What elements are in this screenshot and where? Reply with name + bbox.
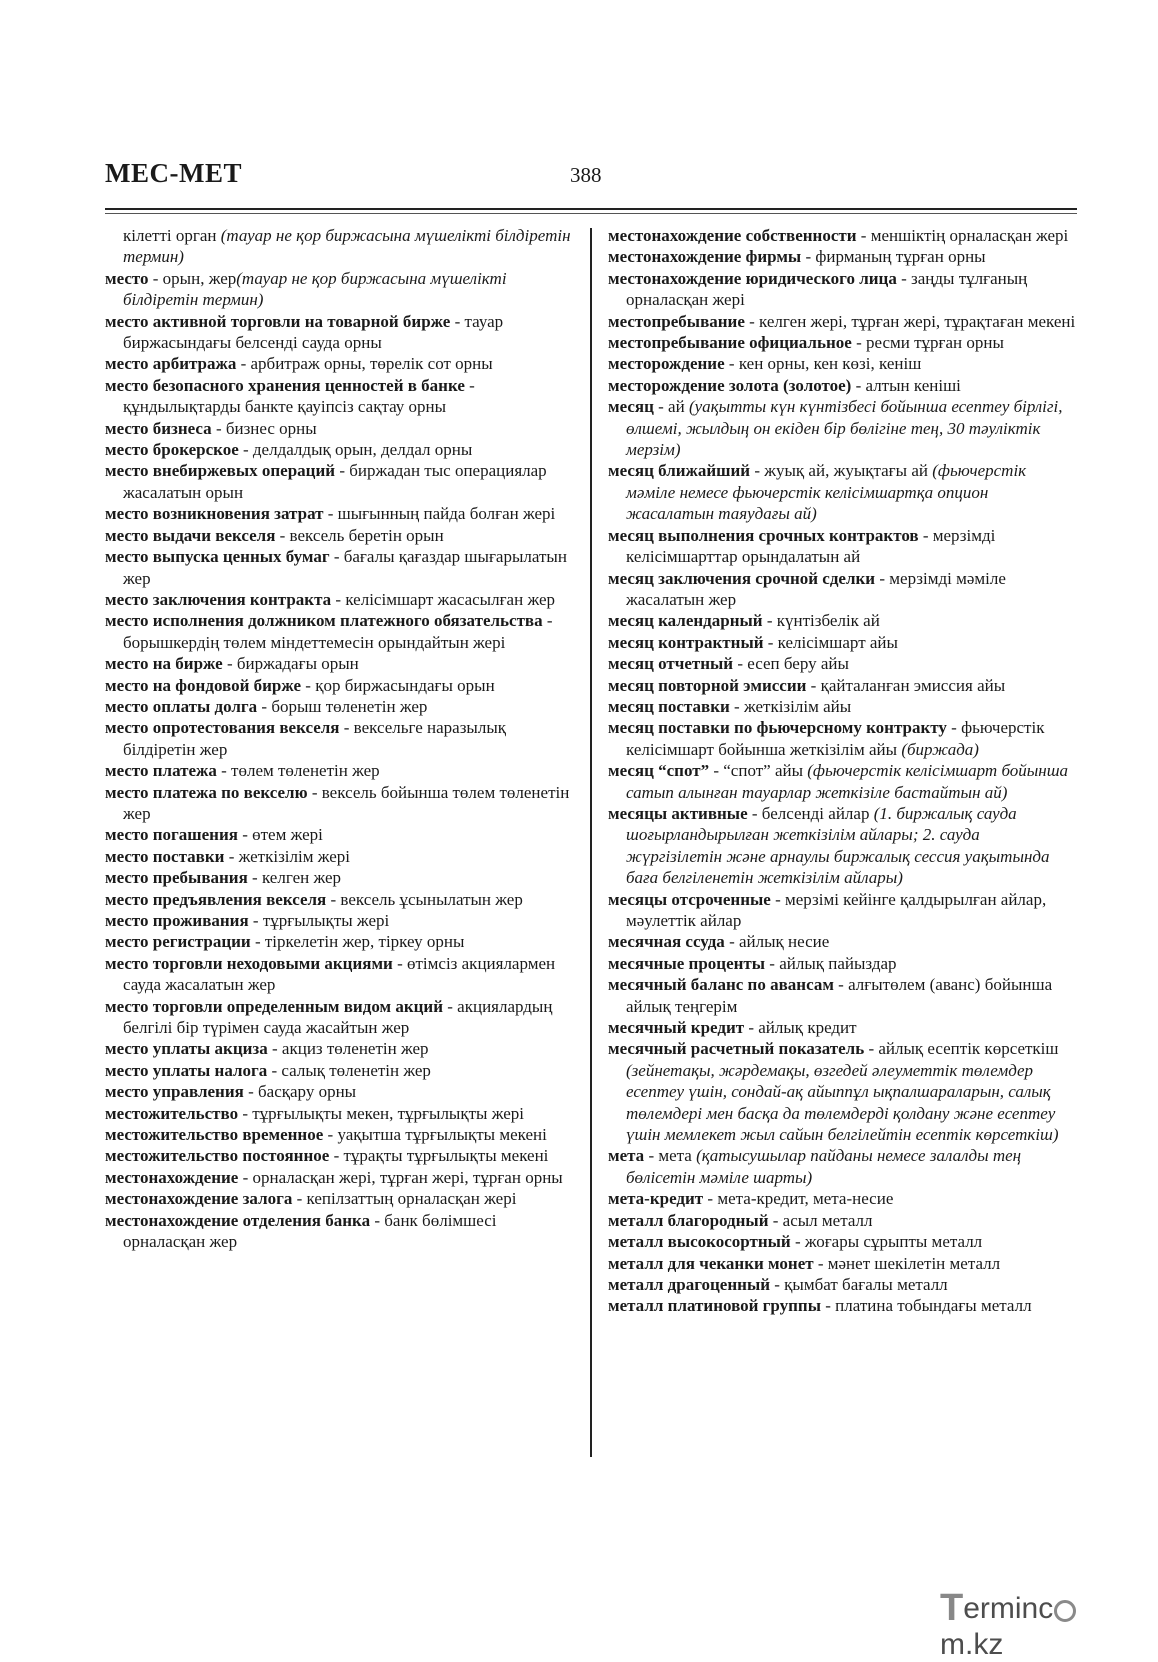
entry-note: (тауар не қор биржасына мүшелікті білдіретін термин): [123, 226, 571, 267]
entry-translation: - келісімшарт айы: [763, 632, 898, 652]
entry-term: место выдачи векселя: [105, 525, 276, 545]
dictionary-entry: [608, 803, 1078, 889]
entry-translation: - мерзімді келісімшарттар орындалатын ай: [626, 525, 996, 567]
dictionary-entry: [608, 353, 1078, 374]
entry-note: (зейнетақы, жәрдемақы, өзгедей әлеуметтік төлемдер есептеу үшін, сондай-ақ айыппұл ықпалшараларын, салық төлемдері мен басқа да төлемдерді қолдану және есептеу үшін мемлекет жыл сайын белгілейтін есептік көрсеткіш): [626, 1060, 1059, 1145]
entry-term: место безопасного хранения ценностей в банке: [105, 375, 465, 395]
entry-translation: - борышкердің төлем міндеттемесін орындайтын жері: [123, 611, 553, 652]
dictionary-entry: [608, 375, 1078, 396]
entry-translation: - платина тобындағы металл: [821, 1296, 1032, 1316]
entry-term: месячные проценты: [608, 953, 766, 973]
entry-note: (тауар не қор биржасына мүшелікті білдіретін термин): [123, 268, 507, 310]
dictionary-entry: [608, 889, 1078, 932]
entry-translation: - мета: [644, 1146, 697, 1166]
entry-term: место опротестования векселя: [105, 718, 340, 738]
entry-translation: - заңды тұлғаның орналасқан жері: [626, 268, 1028, 310]
dictionary-entry: [105, 846, 577, 867]
entry-translation: - қымбат бағалы металл: [770, 1274, 948, 1294]
entry-translation: - келген жері, тұрған жері, тұрақтаған мекені: [744, 311, 1076, 331]
dictionary-entry: [105, 610, 577, 653]
entry-term: место внебиржевых операций: [105, 461, 336, 481]
dictionary-entry: [608, 1145, 1078, 1188]
dictionary-entry: [105, 375, 577, 418]
entry-note: (уақытты күн күнтізбесі бойынша есептеу бірлігі, өлшемі, жылдың он екіден бір бөлігіне тең, 30 тәуліктік мерзім): [626, 397, 1063, 460]
entry-term: место уплаты налога: [105, 1060, 268, 1080]
dictionary-entry: [608, 1188, 1078, 1209]
entry-term: место проживания: [105, 911, 249, 930]
dictionary-entry: [105, 460, 577, 503]
entry-translation: - жуық ай, жуықтағы ай: [750, 461, 933, 481]
dictionary-entry: [608, 760, 1078, 803]
right-column: [608, 225, 1078, 1317]
dictionary-entry: [105, 760, 577, 781]
entry-term: мета-кредит: [608, 1189, 704, 1209]
entry-term: металл платиновой группы: [608, 1296, 821, 1316]
entry-term: месторождение: [608, 354, 725, 374]
entry-translation: - мәнет шекілетін металл: [813, 1253, 1001, 1273]
dictionary-entry: [105, 653, 577, 674]
entry-term: место возникновения затрат: [105, 504, 324, 524]
entry-translation: - бағалы қағаздар шығарылатын жер: [123, 547, 567, 588]
entry-translation: - белсенді айлар: [747, 803, 874, 823]
dictionary-entry: [608, 1274, 1078, 1295]
entry-translation: - өтімсіз акциялармен сауда жасалатын жер: [123, 953, 556, 995]
entry-note: (фьючерстік келісімшарт бойынша сатып алынған тауарлар жеткізіле бастайтын ай): [626, 761, 1069, 802]
dictionary-entry: [608, 1253, 1078, 1274]
entry-translation: - тұрғылықты мекен, тұрғылықты жері: [238, 1103, 525, 1123]
dictionary-entry: [105, 353, 577, 374]
entry-term: месячный баланс по авансам: [608, 975, 834, 995]
entry-translation: - тұрғылықты жері: [248, 911, 390, 930]
entry-note: (1. биржалық сауда шоғырландырылған жеткізілім айлары; 2. сауда жүргізілетін және арнаулы биржалық сессия уақытында баға белгіленетін жеткізілім айлары): [626, 803, 1050, 888]
entry-note: (фьючерстік мәміле немесе фьючерстік келісімшартқа опцион жасалатын таяудағы ай): [626, 461, 1027, 524]
entry-term: местожительство постоянное: [105, 1146, 330, 1166]
entry-translation: - басқару орны: [243, 1082, 357, 1102]
entry-translation: - келісімшарт жасасылған жер: [331, 589, 556, 609]
dictionary-entry: [608, 568, 1078, 611]
entry-term: месяц контрактный: [608, 632, 764, 652]
header-rule: [105, 208, 1077, 210]
entry-translation: - жеткізілім айы: [729, 696, 852, 716]
entry-translation: - қор биржасындағы орын: [301, 675, 495, 695]
entry-term: место арбитража: [105, 354, 237, 374]
dictionary-entry: [608, 1210, 1078, 1231]
entry-translation: - “спот” айы: [709, 761, 808, 781]
entry-translation: - тауар биржасындағы белсенді сауда орны: [123, 311, 504, 353]
entry-term: местонахождение залога: [105, 1189, 293, 1209]
entry-translation: - келген жер: [247, 868, 342, 888]
entry-translation: - акциз төленетін жер: [267, 1039, 429, 1059]
entry-term: металл для чеканки монет: [608, 1253, 814, 1273]
dictionary-entry: [105, 675, 577, 696]
entry-translation: - делдалдық орын, делдал орны: [238, 440, 473, 460]
dictionary-entry: [105, 931, 577, 952]
dictionary-entry: [608, 396, 1078, 460]
entry-translation: - мерзімді мәміле жасалатын жер: [626, 568, 1006, 609]
entry-term: место предъявления векселя: [105, 889, 327, 909]
entry-translation: - бизнес орны: [211, 418, 317, 438]
entry-term: месяцы активные: [608, 803, 748, 823]
dictionary-entry: [105, 1210, 577, 1253]
entry-term: местонахождение собственности: [608, 226, 857, 245]
dictionary-entry: [608, 632, 1078, 653]
entry-term: месяц поставки: [608, 696, 730, 716]
dictionary-entry: [105, 824, 577, 845]
entry-term: месячная ссуда: [608, 932, 725, 952]
entry-translation: - өтем жері: [237, 825, 323, 845]
page-title: МЕС-МЕТ: [105, 158, 242, 188]
dictionary-entry: [608, 268, 1078, 311]
entry-term: металл драгоценный: [608, 1274, 771, 1294]
dictionary-entry: [608, 1017, 1078, 1038]
dictionary-entry: [608, 717, 1078, 760]
entry-translation: - шығынның пайда болған жері: [323, 504, 556, 524]
entry-translation: - күнтізбелік ай: [762, 611, 880, 631]
entry-term: место торговли определенным видом акций: [105, 996, 443, 1016]
entry-note: (биржада): [901, 739, 979, 759]
entry-term: место регистрации: [105, 932, 251, 952]
entry-term: место на фондовой бирже: [105, 675, 302, 695]
dictionary-entry: [105, 696, 577, 717]
entry-translation: - салық төленетін жер: [267, 1060, 431, 1080]
entry-translation: - тұрақты тұрғылықты мекені: [329, 1146, 549, 1166]
dictionary-entry: [608, 225, 1078, 246]
entry-translation: - айлық кредит: [744, 1018, 857, 1038]
entry-term: место управления: [105, 1082, 244, 1102]
dictionary-entry: [105, 1060, 577, 1081]
entry-translation: кілетті орган: [123, 226, 217, 245]
entry-translation: - вексель бойынша төлем төленетін жер: [123, 782, 570, 823]
entry-term: месяцы отсроченные: [608, 889, 771, 909]
dictionary-entry: [105, 546, 577, 589]
entry-translation: - орналасқан жері, тұрған жері, тұрған орны: [238, 1167, 563, 1187]
dictionary-entry: [608, 610, 1078, 631]
entry-term: месторождение золота (золотое): [608, 375, 852, 395]
entry-translation: - қайталанған эмиссия айы: [806, 675, 1006, 695]
entry-translation: - құндылықтарды банкте қауіпсіз сақтау орны: [123, 375, 475, 417]
entry-translation: - мерзімі кейінге қалдырылған айлар, мәулеттік айлар: [626, 889, 1047, 930]
entry-term: месяц выполнения срочных контрактов: [608, 525, 919, 545]
entry-term: месяц: [608, 397, 654, 417]
entry-term: месяц календарный: [608, 611, 763, 631]
entry-translation: - борыш төленетін жер: [257, 696, 428, 716]
entry-term: место бизнеса: [105, 418, 212, 438]
dictionary-entry: [105, 1188, 577, 1209]
entry-term: место заключения контракта: [105, 589, 332, 609]
entry-translation: - ресми тұрған орны: [851, 333, 1004, 353]
dictionary-entry: [608, 1038, 1078, 1145]
header-rule-thin: [105, 213, 1077, 214]
dictionary-entry: [608, 675, 1078, 696]
dictionary-entry: [608, 332, 1078, 353]
entry-term: месяц “спот”: [608, 761, 710, 781]
dictionary-entry: [105, 503, 577, 524]
entry-term: местожительство временное: [105, 1125, 324, 1145]
watermark-logo: Termincm.kz: [940, 1585, 1140, 1625]
dictionary-entry: [105, 1038, 577, 1059]
dictionary-entry: [105, 439, 577, 460]
entry-term: местожительство: [105, 1103, 239, 1123]
entry-term: место: [105, 268, 149, 288]
entry-translation: - мета-кредит, мета-несие: [703, 1189, 894, 1209]
dictionary-entry: [105, 953, 577, 996]
entry-term: место пребывания: [105, 868, 248, 888]
dictionary-entry: [105, 1103, 577, 1124]
entry-translation: - алтын кеніші: [851, 375, 961, 395]
dictionary-entry: [608, 525, 1078, 568]
entry-term: место уплаты акциза: [105, 1039, 268, 1059]
entry-term: местопребывание: [608, 311, 745, 331]
dictionary-entry: [608, 246, 1078, 267]
dictionary-entry: [105, 418, 577, 439]
entry-term: место на бирже: [105, 654, 223, 674]
entry-term: место поставки: [105, 846, 225, 866]
dictionary-entry: [105, 1124, 577, 1145]
entry-term: месяц ближайший: [608, 461, 751, 481]
entry-translation: - есеп беру айы: [733, 654, 849, 674]
entry-translation: - вексельге наразылық білдіретін жер: [123, 718, 507, 759]
entry-term: месяц повторной эмиссии: [608, 675, 807, 695]
entry-translation: - айлық есептік көрсеткіш: [864, 1039, 1059, 1059]
dictionary-entry: [105, 910, 577, 931]
entry-translation: - төлем төленетін жер: [216, 761, 380, 781]
entry-term: местонахождение: [105, 1167, 239, 1187]
entry-term: месяц поставки по фьючерсному контракту: [608, 718, 947, 738]
dictionary-entry: [105, 225, 577, 268]
entry-translation: - биржадан тыс операциялар жасалатын орын: [123, 461, 547, 502]
entry-term: место платежа: [105, 761, 217, 781]
entry-translation: - орын, жер: [148, 268, 237, 288]
dictionary-entry: [608, 1295, 1078, 1316]
entry-translation: - уақытша тұрғылықты мекені: [323, 1125, 547, 1145]
entry-translation: - жоғары сұрыпты металл: [790, 1232, 983, 1252]
dictionary-entry: [105, 717, 577, 760]
entry-term: мета: [608, 1146, 645, 1166]
dictionary-entry: [608, 953, 1078, 974]
entry-translation: - жеткізілім жері: [224, 846, 351, 866]
entry-term: местонахождение юридического лица: [608, 268, 897, 288]
dictionary-entry: [105, 589, 577, 610]
dictionary-entry: [105, 525, 577, 546]
dictionary-entry: [105, 311, 577, 354]
entry-translation: - айлық пайыздар: [765, 953, 897, 973]
entry-term: место оплаты долга: [105, 696, 258, 716]
left-column: [105, 225, 577, 1253]
entry-translation: - фирманың тұрған орны: [801, 247, 986, 267]
entry-term: местонахождение фирмы: [608, 247, 802, 267]
entry-term: место платежа по векселю: [105, 782, 308, 802]
dictionary-entry: [105, 889, 577, 910]
entry-term: месячный кредит: [608, 1018, 745, 1038]
entry-translation: - кепілзаттың орналасқан жері: [292, 1189, 517, 1209]
dictionary-entry: [608, 931, 1078, 952]
dictionary-entry: [105, 867, 577, 888]
entry-term: место исполнения должником платежного обязательства: [105, 611, 543, 631]
dictionary-entry: [608, 311, 1078, 332]
entry-term: место выпуска ценных бумаг: [105, 547, 330, 567]
dictionary-entry: [105, 782, 577, 825]
entry-translation: - вексель беретін орын: [275, 525, 444, 545]
entry-translation: - алғытөлем (аванс) бойынша айлық теңгерім: [626, 975, 1053, 1016]
entry-term: место активной торговли на товарной бирже: [105, 311, 451, 331]
page-number: 388: [570, 163, 602, 187]
dictionary-entry: [608, 460, 1078, 524]
entry-term: металл высокосортный: [608, 1232, 791, 1252]
dictionary-entry: [105, 1081, 577, 1102]
entry-translation: - айлық несие: [724, 932, 830, 952]
entry-note: (қатысушылар пайданы немесе залалды тең бөлісетін мәміле шарты): [626, 1146, 1022, 1187]
dictionary-entry: [105, 1145, 577, 1166]
entry-term: место брокерское: [105, 440, 239, 460]
entry-translation: - биржадағы орын: [222, 654, 359, 674]
entry-term: месяц отчетный: [608, 654, 734, 674]
column-divider: [590, 228, 592, 1457]
entry-term: металл благородный: [608, 1210, 769, 1230]
entry-translation: - вексель ұсынылатын жер: [326, 889, 523, 909]
entry-term: местонахождение отделения банка: [105, 1210, 371, 1230]
dictionary-entry: [105, 268, 577, 311]
entry-translation: - акциялардың белгілі бір түрімен сауда жасайтын жер: [123, 996, 553, 1038]
dictionary-entry: [105, 996, 577, 1039]
dictionary-entry: [608, 696, 1078, 717]
entry-translation: - кен орны, кен көзі, кеніш: [724, 354, 922, 374]
entry-translation: - арбитраж орны, төрелік сот орны: [236, 354, 493, 374]
entry-translation: - ай: [653, 397, 689, 417]
dictionary-entry: [105, 1167, 577, 1188]
entry-translation: - асыл металл: [768, 1210, 873, 1230]
entry-translation: - фьючерстік келісімшарт бойынша жеткізілім айы: [626, 718, 1045, 759]
entry-term: месяц заключения срочной сделки: [608, 568, 876, 588]
entry-translation: - меншіктің орналасқан жері: [856, 226, 1069, 245]
dictionary-entry: [608, 653, 1078, 674]
entry-term: место погашения: [105, 825, 238, 845]
entry-term: местопребывание официальное: [608, 333, 852, 353]
dictionary-entry: [608, 974, 1078, 1017]
entry-term: место торговли неходовыми акциями: [105, 953, 393, 973]
dictionary-entry: [608, 1231, 1078, 1252]
entry-term: месячный расчетный показатель: [608, 1039, 865, 1059]
entry-translation: - банк бөлімшесі орналасқан жер: [123, 1210, 497, 1252]
entry-translation: - тіркелетін жер, тіркеу орны: [250, 932, 465, 952]
